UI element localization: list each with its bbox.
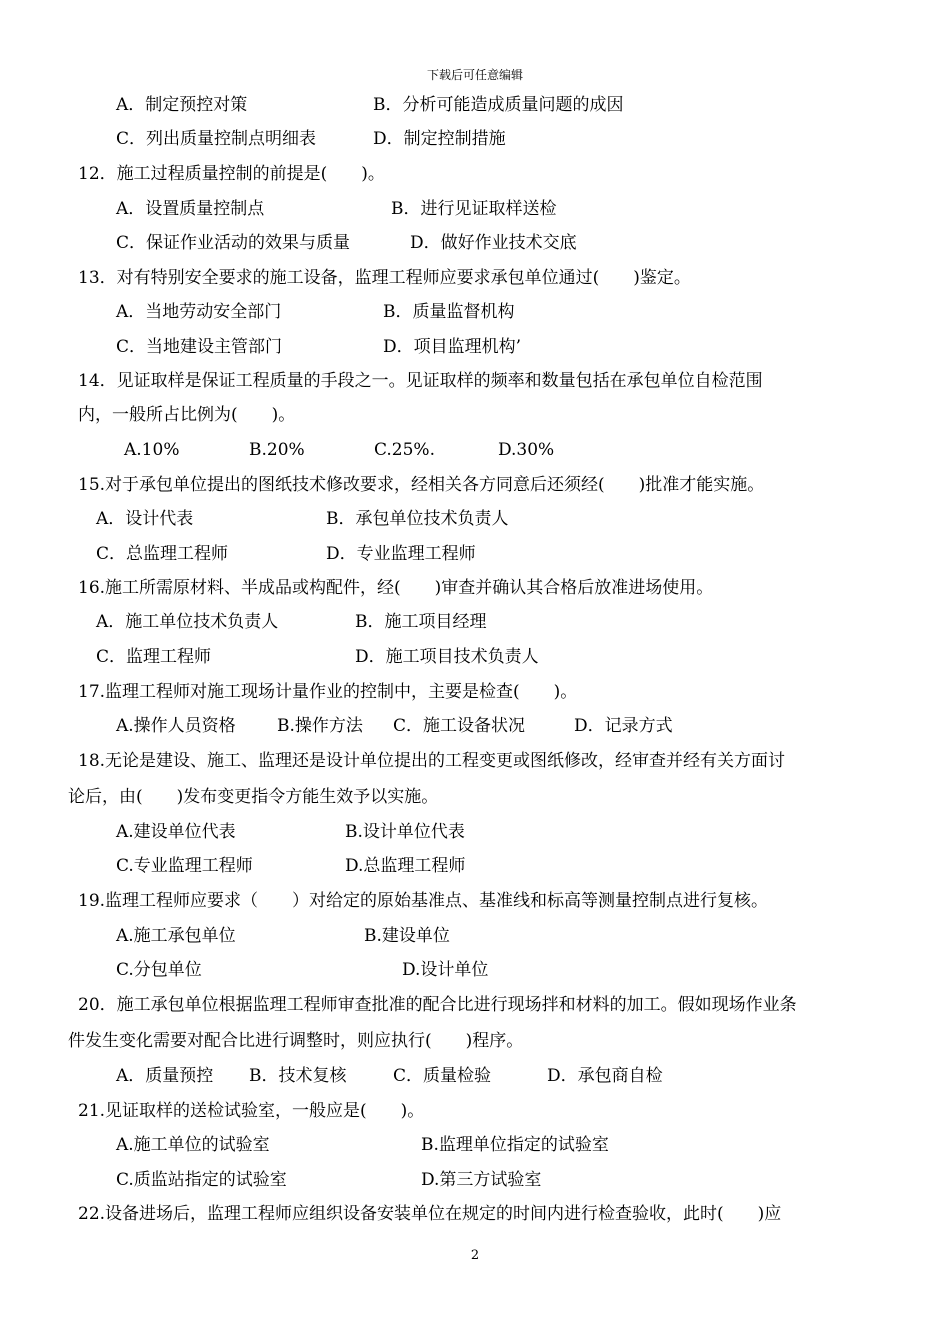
answer-option: A．当地劳动安全部门 xyxy=(116,302,282,322)
answer-option: B．进行见证取样送检 xyxy=(391,199,557,219)
page-header: 下载后可任意编辑 xyxy=(426,68,523,82)
question-text: 内，一般所占比例为( )。 xyxy=(78,405,296,425)
question-text: 13．对有特别安全要求的施工设备，监理工程师应要求承包单位通过( )鉴定。 xyxy=(78,268,691,288)
page-number: 2 xyxy=(470,1248,480,1263)
question-text: 17.监理工程师对施工现场计量作业的控制中，主要是检查( )。 xyxy=(78,682,578,702)
answer-option: A.10% xyxy=(124,440,180,460)
answer-option: B．承包单位技术负责人 xyxy=(326,509,509,529)
question-text: 论后，由( )发布变更指令方能生效予以实施。 xyxy=(68,787,439,807)
answer-option: C.专业监理工程师 xyxy=(116,856,253,876)
answer-option: A．质量预控 xyxy=(116,1066,214,1086)
question-text: 14．见证取样是保证工程质量的手段之一。见证取样的频率和数量包括在承包单位自检范围 xyxy=(78,371,763,391)
answer-option: B．质量监督机构 xyxy=(383,302,515,322)
answer-option: D．施工项目技术负责人 xyxy=(355,647,539,667)
answer-option: B.监理单位指定的试验室 xyxy=(421,1135,609,1155)
question-text: 15.对于承包单位提出的图纸技术修改要求，经相关各方同意后还须经( )批准才能实施。 xyxy=(78,475,765,495)
question-text: 18.无论是建设、施工、监理还是设计单位提出的工程变更或图纸修改，经审查并经有关方面讨 xyxy=(78,751,786,771)
answer-option: D．项目监理机构’ xyxy=(383,337,522,357)
answer-option: C．列出质量控制点明细表 xyxy=(116,129,317,149)
answer-option: A．设计代表 xyxy=(96,509,194,529)
answer-option: D．做好作业技术交底 xyxy=(410,233,577,253)
answer-option: D．记录方式 xyxy=(574,716,673,736)
answer-option: A.施工单位的试验室 xyxy=(116,1135,270,1155)
answer-option: D．专业监理工程师 xyxy=(326,544,476,564)
answer-option: C．质量检验 xyxy=(393,1066,492,1086)
answer-option: D．承包商自检 xyxy=(547,1066,663,1086)
question-text: 12．施工过程质量控制的前提是( )。 xyxy=(78,164,385,184)
question-text: 件发生变化需要对配合比进行调整时，则应执行( )程序。 xyxy=(68,1031,524,1051)
answer-option: A．设置质量控制点 xyxy=(116,199,265,219)
answer-option: B.操作方法 xyxy=(277,716,363,736)
answer-option: D.总监理工程师 xyxy=(345,856,466,876)
answer-option: C．保证作业活动的效果与质量 xyxy=(116,233,351,253)
answer-option: D.30% xyxy=(498,440,555,460)
answer-option: C．当地建设主管部门 xyxy=(116,337,283,357)
answer-option: C．施工设备状况 xyxy=(393,716,526,736)
answer-option: C.质监站指定的试验室 xyxy=(116,1170,287,1190)
answer-option: B.建设单位 xyxy=(364,926,450,946)
question-text: 20．施工承包单位根据监理工程师审查批准的配合比进行现场拌和材料的加工。假如现场作业条 xyxy=(78,995,797,1015)
answer-option: B．分析可能造成质量问题的成因 xyxy=(373,95,624,115)
answer-option: C.分包单位 xyxy=(116,960,202,980)
answer-option: B.设计单位代表 xyxy=(345,822,465,842)
answer-option: A.操作人员资格 xyxy=(116,716,236,736)
question-text: 22.设备进场后，监理工程师应组织设备安装单位在规定的时间内进行检查验收，此时( )应 xyxy=(78,1204,782,1224)
answer-option: C．总监理工程师 xyxy=(96,544,229,564)
answer-option: B.20% xyxy=(249,440,305,460)
answer-option: C．监理工程师 xyxy=(96,647,212,667)
answer-option: D．制定控制措施 xyxy=(373,129,506,149)
answer-option: A.施工承包单位 xyxy=(116,926,236,946)
answer-option: D.第三方试验室 xyxy=(421,1170,542,1190)
question-text: 21.见证取样的送检试验室，一般应是( )。 xyxy=(78,1101,425,1121)
answer-option: D.设计单位 xyxy=(402,960,489,980)
question-text: 19.监理工程师应要求（ ）对给定的原始基准点、基准线和标高等测量控制点进行复核。 xyxy=(78,891,769,911)
answer-option: B．施工项目经理 xyxy=(355,612,487,632)
question-text: 16.施工所需原材料、半成品或构配件，经( )审查并确认其合格后放准进场使用。 xyxy=(78,578,714,598)
answer-option: A．施工单位技术负责人 xyxy=(96,612,279,632)
answer-option: A.建设单位代表 xyxy=(116,822,236,842)
answer-option: C.25%. xyxy=(374,440,435,460)
answer-option: A．制定预控对策 xyxy=(116,95,248,115)
answer-option: B．技术复核 xyxy=(249,1066,347,1086)
